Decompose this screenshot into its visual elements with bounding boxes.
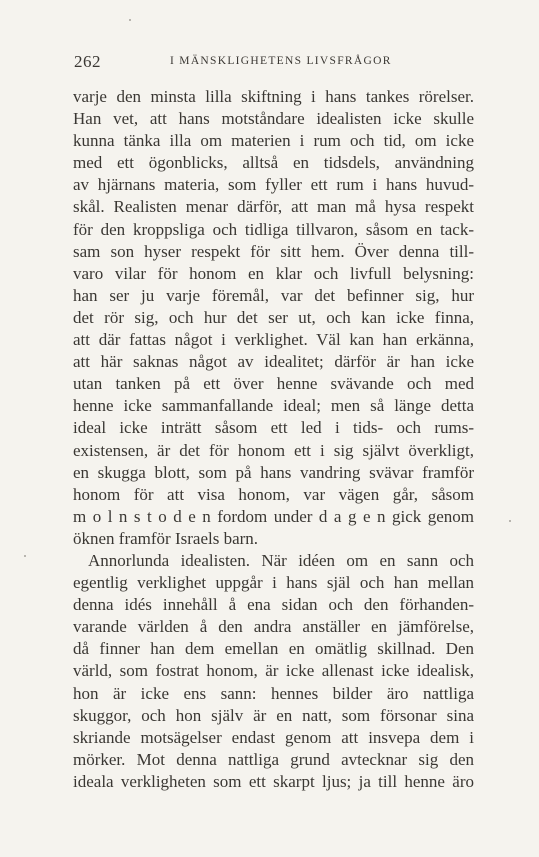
text-line: med ett ögonblicks, alltså en tidsdels, användning <box>73 153 474 173</box>
text-line: då finner han dem emellan en omätlig skillnad. Den <box>73 639 474 659</box>
text-line: m o l n s t o d e n fordom under d a g e n gick genom <box>73 506 474 526</box>
text-line: han ser ju varje föremål, var det befinner sig, hur <box>73 285 474 305</box>
text-line: öknen framför Israels barn. <box>73 528 259 548</box>
paper-speck <box>509 520 511 522</box>
text-line: egentlig verklighet uppgår i hans själ och han mellan <box>73 573 474 593</box>
text-line: kunna tänka illa om materien i rum och tid, om icke <box>73 131 474 151</box>
text-line: mörker. Mot denna nattliga grund avtecknar sig den <box>73 749 474 769</box>
text-line: av hjärnans materia, som fyller ett rum i hans huvud- <box>73 175 474 195</box>
text-line: värld, som fostrat honom, är icke allenast icke idealisk, <box>73 661 474 681</box>
text-line: ideal icke inträtt såsom ett led i tids- och rums- <box>73 418 474 438</box>
text-line: denna idés innehåll å ena sidan och den förhanden- <box>73 595 474 615</box>
text-line: att här saknas något av idealitet; därför är han icke <box>73 352 474 372</box>
text-line: existensen, är det för honom ett i sig självt överkligt, <box>73 440 474 460</box>
text-line: skål. Realisten menar därför, att man må hysa respekt <box>73 197 474 217</box>
body-text <box>73 86 474 793</box>
page-number: 262 <box>74 52 101 71</box>
text-line: ideala verkligheten som ett skarpt ljus; ja till henne äro <box>73 771 474 791</box>
text-line: honom för att visa honom, var vägen går, såsom <box>73 484 474 504</box>
running-head <box>72 50 472 74</box>
text-line: henne icke sammanfallande ideal; men så länge detta <box>73 396 474 416</box>
text-line: en skugga blott, som på hans vandring svävar framför <box>73 462 474 482</box>
text-line: att där fattas något i verklighet. Väl kan han erkänna, <box>73 330 474 350</box>
text-line: varje den minsta lilla skiftning i hans tankes rörelser. <box>73 87 474 106</box>
text-line: sam son hyser respekt för sitt hem. Över denna till- <box>73 241 474 261</box>
text-line: Han vet, att hans motståndare idealisten icke skulle <box>73 109 474 129</box>
text-line: varande världen å den andra anställer en jämförelse, <box>73 617 474 637</box>
text-line: Annorlunda idealisten. När idéen om en sann och <box>88 550 474 570</box>
text-line: varo vilar för honom en klar och livfull belysning: <box>73 263 474 283</box>
text-line: för den kroppsliga och tidliga tillvaron, såsom en tack- <box>73 219 474 239</box>
paper-speck <box>129 19 131 21</box>
text-line: skriande motsägelser endast genom att insvepa dem i <box>73 727 474 747</box>
text-line: utan tanken på ett över henne svävande och med <box>73 374 474 394</box>
text-line: det rör sig, och hur det ser ut, och kan icke finna, <box>73 307 474 327</box>
text-line: skuggor, och hon själv är en natt, som försonar sina <box>73 705 474 725</box>
text-line: hon är icke ens sann: hennes bilder äro nattliga <box>73 683 474 703</box>
paper-speck <box>24 555 26 557</box>
running-title: I MÄNSKLIGHETENS LIVSFRÅGOR <box>170 55 392 67</box>
